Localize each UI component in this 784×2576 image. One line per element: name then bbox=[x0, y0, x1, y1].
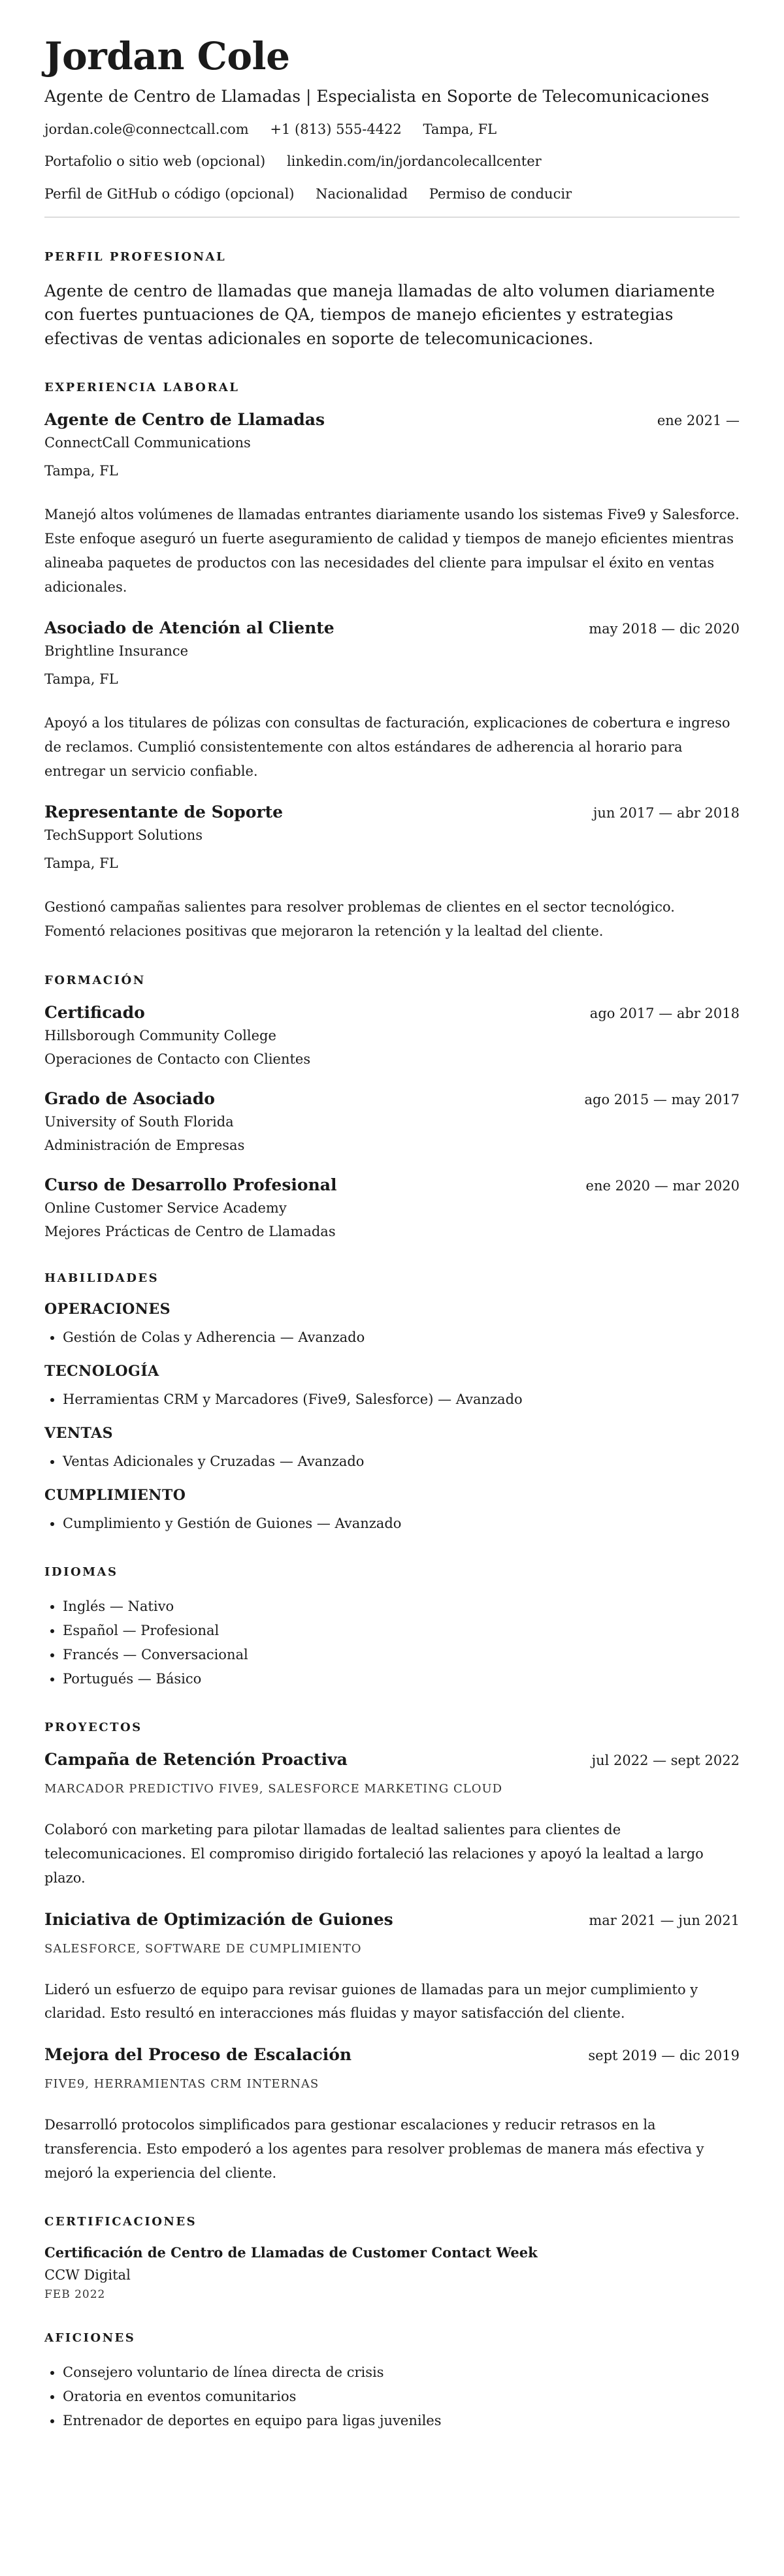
skill-item: • Herramientas CRM y Marcadores (Five9, Salesforce) — Avanzado bbox=[63, 1388, 740, 1412]
experience-entry bbox=[44, 618, 740, 783]
candidate-tagline: Agente de Centro de Llamadas | Especialista en Soporte de Telecomunicaciones bbox=[44, 86, 710, 106]
language-item: • Portugués — Básico bbox=[63, 1667, 740, 1691]
section-title-skills: HABILIDADES bbox=[44, 1271, 159, 1286]
degree-date: ago 2015 — may 2017 bbox=[584, 1091, 740, 1107]
skill-category: VENTAS bbox=[44, 1424, 114, 1442]
project-tags: SALESFORCE, SOFTWARE DE CUMPLIMIENTO bbox=[44, 1941, 362, 1956]
project-description: Lideró un esfuerzo de equipo para revisar guiones de llamadas para un mejor cumplimiento y claridad. Esto resultó en interacciones más fluidas y mayor satisfacción del cliente. bbox=[44, 1981, 698, 2022]
degree-date: ago 2017 — abr 2018 bbox=[589, 1005, 740, 1021]
project-date: mar 2021 — jun 2021 bbox=[589, 1912, 740, 1928]
job-date: jun 2017 — abr 2018 bbox=[593, 805, 740, 821]
certification-org: CCW Digital bbox=[44, 2267, 131, 2283]
job-description: Manejó altos volúmenes de llamadas entrantes diariamente usando los sistemas Five9 y Salesforce. Este enfoque aseguró un fuerte aseguramiento de calidad y tiempos de manejo eficientes mientras alineaba paquetes de productos con las necesidades del cliente para impulsar el éxito en ventas adicionales. bbox=[44, 507, 740, 595]
job-location: Tampa, FL bbox=[44, 671, 118, 687]
section-title-hobbies: AFICIONES bbox=[44, 2331, 136, 2345]
project-date: jul 2022 — sept 2022 bbox=[591, 1753, 740, 1769]
contact-email: jordan.cole@connectcall.com bbox=[44, 121, 249, 137]
project-date: sept 2019 — dic 2019 bbox=[588, 2048, 740, 2064]
project-title: Iniciativa de Optimización de Guiones bbox=[44, 1909, 393, 1929]
project-title: Mejora del Proceso de Escalación bbox=[44, 2045, 352, 2065]
section-title-education: FORMACIÓN bbox=[44, 973, 146, 987]
project-entry bbox=[44, 1750, 740, 1890]
experience-entry bbox=[44, 803, 740, 943]
field-of-study: Operaciones de Contacto con Clientes bbox=[44, 1051, 311, 1068]
experience-list bbox=[44, 410, 740, 943]
project-tags: FIVE9, HERRAMIENTAS CRM INTERNAS bbox=[44, 2077, 319, 2091]
job-company: Brightline Insurance bbox=[44, 643, 189, 660]
section-title-experience: EXPERIENCIA LABORAL bbox=[44, 381, 240, 395]
skill-group bbox=[44, 1487, 740, 1536]
contact-row-1 bbox=[44, 120, 740, 139]
skill-item: • Ventas Adicionales y Cruzadas — Avanzado bbox=[63, 1450, 740, 1474]
hobbies-list bbox=[44, 2361, 740, 2432]
contact-license: Permiso de conducir bbox=[429, 185, 572, 202]
job-title: Agente de Centro de Llamadas bbox=[44, 410, 325, 430]
school-name: Online Customer Service Academy bbox=[44, 1200, 287, 1216]
certification-entry bbox=[44, 2244, 740, 2301]
job-description: Apoyó a los titulares de pólizas con consultas de facturación, explicaciones de cobertura e ingreso de reclamos. Cumplió consistentemente con altos estándares de adherencia al horario para entregar un servicio confiable. bbox=[44, 715, 730, 779]
job-date: may 2018 — dic 2020 bbox=[589, 621, 740, 637]
certification-title: Certificación de Centro de Llamadas de Customer Contact Week bbox=[44, 2244, 538, 2261]
hobby-item: • Oratoria en eventos comunitarios bbox=[63, 2385, 740, 2409]
contact-phone: +1 (813) 555-4422 bbox=[270, 121, 402, 137]
project-description: Colaboró con marketing para pilotar llamadas de lealtad salientes para clientes de telecomunicaciones. El compromiso dirigido fortaleció las relaciones y apoyó la lealtad a largo plazo. bbox=[44, 1822, 704, 1886]
certification-date: FEB 2022 bbox=[44, 2288, 106, 2302]
languages-list bbox=[44, 1595, 740, 1691]
section-title-projects: PROYECTOS bbox=[44, 1721, 142, 1735]
job-title: Asociado de Atención al Cliente bbox=[44, 618, 335, 638]
job-title: Representante de Soporte bbox=[44, 803, 284, 822]
contact-row-3 bbox=[44, 185, 740, 204]
job-description: Gestionó campañas salientes para resolver problemas de clientes en el sector tecnológico. Fomentó relaciones positivas que mejoraron la retención y la lealtad del cliente. bbox=[44, 899, 675, 940]
degree-title: Certificado bbox=[44, 1002, 145, 1022]
language-item: • Francés — Conversacional bbox=[63, 1643, 740, 1667]
job-location: Tampa, FL bbox=[44, 462, 118, 479]
hobby-item: • Entrenador de deportes en equipo para ligas juveniles bbox=[63, 2409, 740, 2433]
education-entry bbox=[44, 1003, 740, 1070]
education-entry bbox=[44, 1089, 740, 1156]
contact-location: Tampa, FL bbox=[423, 121, 497, 137]
skill-category: TECNOLOGÍA bbox=[44, 1363, 159, 1380]
experience-entry bbox=[44, 410, 740, 599]
degree-title: Curso de Desarrollo Profesional bbox=[44, 1175, 337, 1194]
skill-category: CUMPLIMIENTO bbox=[44, 1486, 186, 1504]
job-company: ConnectCall Communications bbox=[44, 435, 251, 451]
field-of-study: Administración de Empresas bbox=[44, 1137, 245, 1154]
language-item: • Español — Profesional bbox=[63, 1619, 740, 1643]
skill-group bbox=[44, 1301, 740, 1350]
section-title-certifications: CERTIFICACIONES bbox=[44, 2215, 197, 2229]
resume-header bbox=[44, 36, 740, 204]
candidate-name: Jordan Cole bbox=[44, 34, 290, 78]
job-company: TechSupport Solutions bbox=[44, 827, 203, 844]
school-name: University of South Florida bbox=[44, 1113, 234, 1130]
project-tags: MARCADOR PREDICTIVO FIVE9, SALESFORCE MARKETING CLOUD bbox=[44, 1782, 503, 1796]
job-date: ene 2021 — bbox=[657, 413, 740, 429]
school-name: Hillsborough Community College bbox=[44, 1027, 276, 1043]
profile-summary: Agente de centro de llamadas que maneja llamadas de alto volumen diariamente con fuertes puntuaciones de QA, tiempos de manejo eficientes y estrategias efectivas de ventas adicionales en soporte de telecomunicaciones. bbox=[44, 281, 715, 348]
job-location: Tampa, FL bbox=[44, 855, 118, 871]
language-item: • Inglés — Nativo bbox=[63, 1595, 740, 1619]
project-title: Campaña de Retención Proactiva bbox=[44, 1750, 348, 1770]
contact-nationality: Nacionalidad bbox=[316, 185, 408, 202]
project-entry bbox=[44, 1910, 740, 2026]
project-description: Desarrolló protocolos simplificados para gestionar escalaciones y reducir retrasos en la transferencia. Esto empoderó a los agentes para resolver problemas de manera más efectiva y mejoró la experiencia del cliente. bbox=[44, 2117, 704, 2181]
skill-item: • Cumplimiento y Gestión de Guiones — Avanzado bbox=[63, 1512, 740, 1536]
skill-group bbox=[44, 1363, 740, 1412]
contact-portfolio: Portafolio o sitio web (opcional) bbox=[44, 153, 266, 170]
skill-item: • Gestión de Colas y Adherencia — Avanzado bbox=[63, 1326, 740, 1350]
contact-github: Perfil de GitHub o código (opcional) bbox=[44, 185, 295, 202]
section-title-languages: IDIOMAS bbox=[44, 1565, 118, 1580]
skill-group bbox=[44, 1425, 740, 1474]
field-of-study: Mejores Prácticas de Centro de Llamadas bbox=[44, 1224, 336, 1240]
contact-linkedin: linkedin.com/in/jordancolecallcenter bbox=[286, 153, 542, 170]
projects-list bbox=[44, 1750, 740, 2185]
project-entry bbox=[44, 2045, 740, 2185]
education-entry bbox=[44, 1175, 740, 1242]
contact-row-2 bbox=[44, 152, 740, 171]
degree-date: ene 2020 — mar 2020 bbox=[585, 1177, 740, 1194]
skill-category: OPERACIONES bbox=[44, 1301, 171, 1318]
section-title-profile: PERFIL PROFESIONAL bbox=[44, 249, 227, 264]
education-list bbox=[44, 1003, 740, 1242]
degree-title: Grado de Asociado bbox=[44, 1089, 215, 1108]
skills-list bbox=[44, 1301, 740, 1535]
hobby-item: • Consejero voluntario de línea directa de crisis bbox=[63, 2361, 740, 2385]
